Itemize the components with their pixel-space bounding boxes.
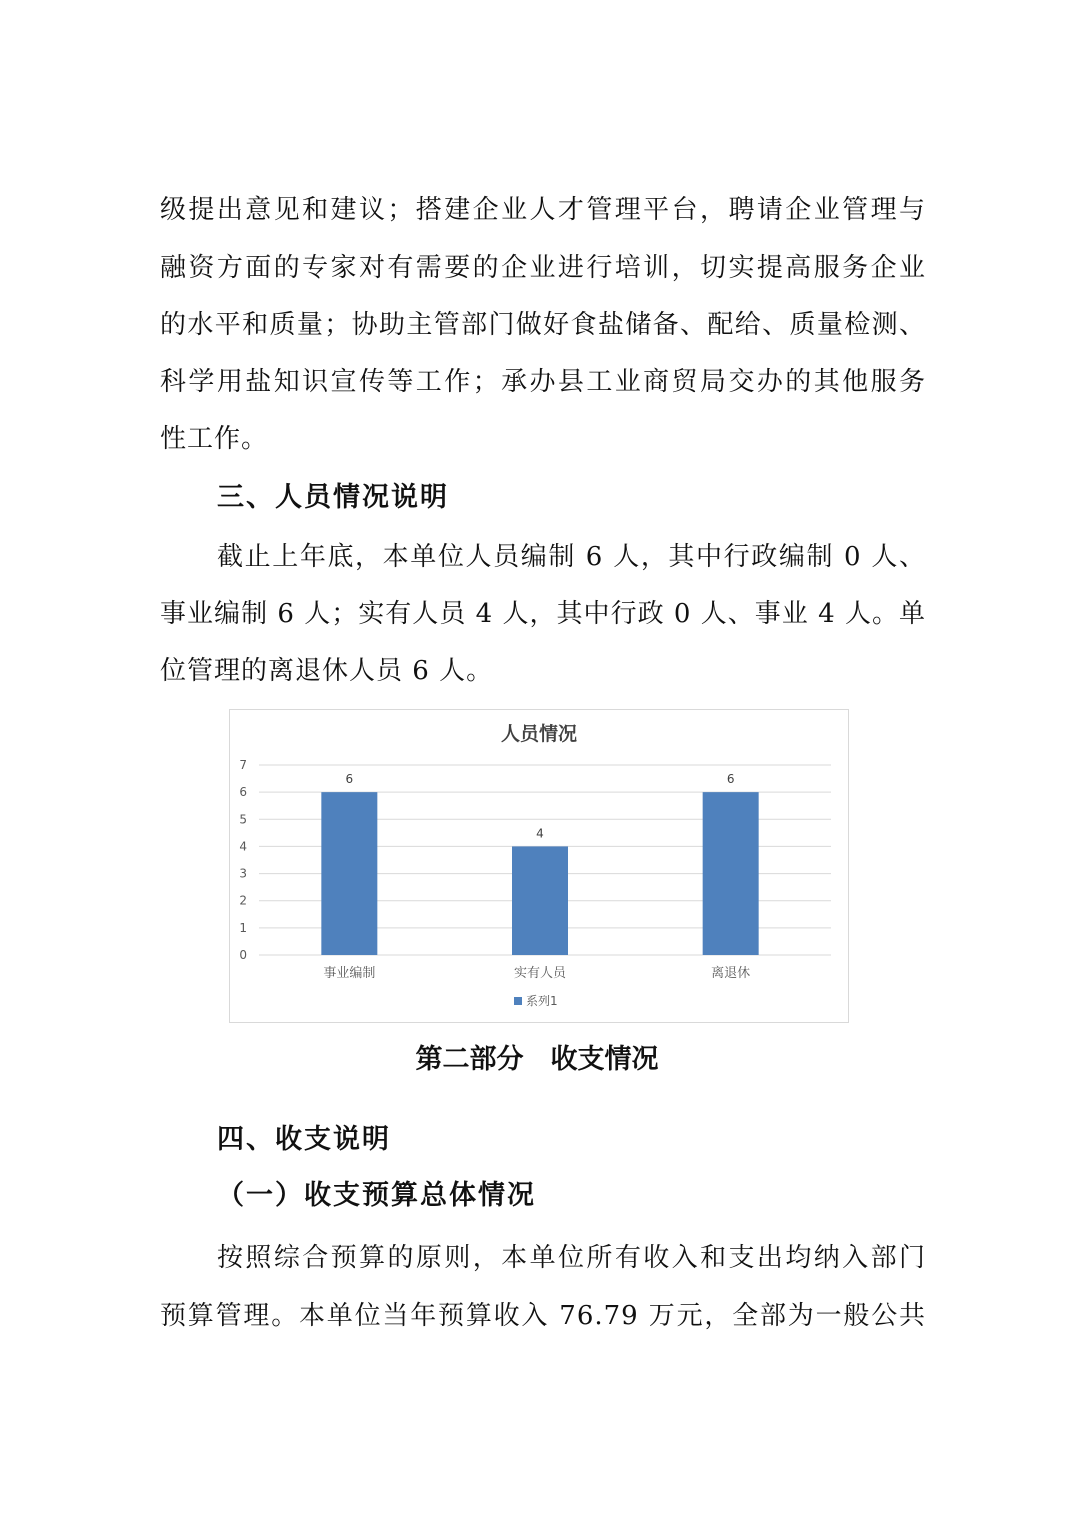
y-tick-label: 4 <box>239 839 247 854</box>
y-tick-label: 7 <box>239 758 247 772</box>
y-tick-label: 3 <box>239 866 247 881</box>
category-label: 事业编制 <box>323 966 376 981</box>
bar <box>321 792 377 955</box>
y-tick-label: 2 <box>239 893 247 908</box>
category-label: 实有人员 <box>513 966 567 981</box>
body-text-line: 融资方面的专家对有需要的企业进行培训，切实提高服务企业 <box>160 253 926 283</box>
x-axis-categories <box>323 965 750 981</box>
body-text-line: 事业编制 6 人；实有人员 4 人，其中行政 0 人、事业 4 人。单 <box>160 599 926 629</box>
y-tick-label: 5 <box>239 812 247 827</box>
body-text-line: 预算管理。本单位当年预算收入 76.79 万元，全部为一般公共 <box>160 1301 926 1331</box>
legend-swatch <box>514 997 522 1005</box>
bar <box>512 846 568 955</box>
chart-data-labels <box>346 772 735 840</box>
y-tick-label: 6 <box>239 785 247 800</box>
chart-title: 人员情况 <box>500 723 578 745</box>
y-tick-label: 1 <box>239 920 247 935</box>
category-label: 离退休 <box>711 966 751 981</box>
chart-legend <box>514 993 558 1008</box>
body-text-line: 级提出意见和建议；搭建企业人才管理平台，聘请企业管理与 <box>160 195 926 225</box>
body-text-line: 按照综合预算的原则，本单位所有收入和支出均纳入部门 <box>217 1243 926 1273</box>
body-text-line: 的水平和质量；协助主管部门做好食盐储备、配给、质量检测、 <box>160 310 926 340</box>
body-text-line: 位管理的离退休人员 6 人。 <box>160 656 494 686</box>
data-label: 6 <box>345 772 354 787</box>
legend-label: 系列1 <box>526 994 558 1008</box>
part-title: 第二部分 收支情况 <box>415 1044 659 1075</box>
y-tick-label: 0 <box>239 948 247 962</box>
staff-bar-chart <box>229 709 849 1023</box>
data-label: 6 <box>726 772 735 787</box>
bar <box>703 792 759 955</box>
subsection-heading: （一）收支预算总体情况 <box>217 1180 536 1211</box>
y-axis-ticks <box>239 758 247 962</box>
body-text-line: 科学用盐知识宣传等工作；承办县工业商贸局交办的其他服务 <box>160 367 926 397</box>
section-heading-budget: 四、收支说明 <box>217 1124 391 1155</box>
body-text-line: 截止上年底，本单位人员编制 6 人，其中行政编制 0 人、 <box>217 542 926 572</box>
section-heading-staff: 三、人员情况说明 <box>217 482 449 513</box>
chart-canvas <box>230 710 848 1022</box>
data-label: 4 <box>536 826 544 841</box>
body-text-line: 性工作。 <box>160 424 269 454</box>
